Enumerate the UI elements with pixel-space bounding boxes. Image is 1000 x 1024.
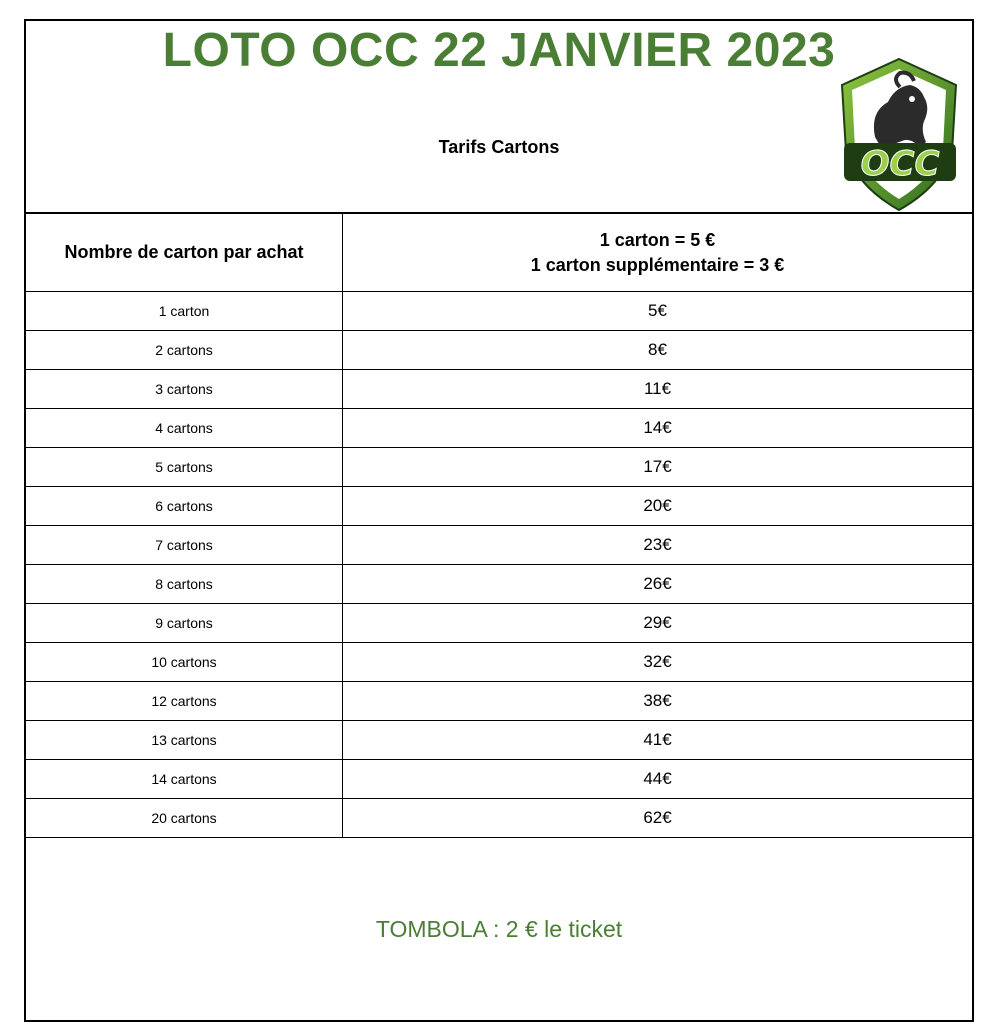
table-row	[26, 526, 972, 565]
quantity-cell: 14 cartons	[26, 760, 343, 799]
table-row	[26, 799, 972, 838]
price-cell: 32€	[343, 643, 973, 682]
table-row	[26, 643, 972, 682]
column-header-quantity: Nombre de carton par achat	[26, 214, 343, 292]
price-table	[26, 214, 972, 838]
quantity-cell: 12 cartons	[26, 682, 343, 721]
page-title: LOTO OCC 22 JANVIER 2023	[162, 24, 836, 77]
quantity-cell: 3 cartons	[26, 370, 343, 409]
quantity-cell: 8 cartons	[26, 565, 343, 604]
quantity-cell: 5 cartons	[26, 448, 343, 487]
table-row	[26, 760, 972, 799]
quantity-cell: 4 cartons	[26, 409, 343, 448]
price-cell: 23€	[343, 526, 973, 565]
table-row	[26, 721, 972, 760]
column-header-price	[343, 214, 973, 292]
svg-text:OCC: OCC	[860, 144, 940, 184]
price-cell: 29€	[343, 604, 973, 643]
quantity-cell: 1 carton	[26, 292, 343, 331]
price-cell: 14€	[343, 409, 973, 448]
price-cell: 11€	[343, 370, 973, 409]
price-cell: 38€	[343, 682, 973, 721]
table-row	[26, 409, 972, 448]
quantity-cell: 13 cartons	[26, 721, 343, 760]
price-cell: 8€	[343, 331, 973, 370]
page-subtitle: Tarifs Cartons	[438, 137, 560, 157]
tombola-note: TOMBOLA : 2 € le ticket	[375, 916, 623, 942]
table-row	[26, 370, 972, 409]
price-cell: 41€	[343, 721, 973, 760]
quantity-cell: 9 cartons	[26, 604, 343, 643]
price-cell: 17€	[343, 448, 973, 487]
price-rule-line1: 1 carton = 5 €	[599, 229, 716, 250]
table-row	[26, 565, 972, 604]
quantity-cell: 2 cartons	[26, 331, 343, 370]
quantity-cell: 20 cartons	[26, 799, 343, 838]
price-cell: 5€	[343, 292, 973, 331]
table-row	[26, 448, 972, 487]
table-row	[26, 682, 972, 721]
price-cell: 62€	[343, 799, 973, 838]
table-row	[26, 331, 972, 370]
table-row	[26, 292, 972, 331]
quantity-cell: 7 cartons	[26, 526, 343, 565]
price-sheet	[24, 19, 974, 1022]
price-cell: 26€	[343, 565, 973, 604]
table-header-row	[26, 214, 972, 292]
price-rule-line2: 1 carton supplémentaire = 3 €	[530, 254, 785, 275]
price-cell: 44€	[343, 760, 973, 799]
price-cell: 20€	[343, 487, 973, 526]
table-row	[26, 604, 972, 643]
quantity-cell: 10 cartons	[26, 643, 343, 682]
table-row	[26, 487, 972, 526]
quantity-cell: 6 cartons	[26, 487, 343, 526]
header	[26, 21, 972, 214]
occ-logo-icon	[840, 57, 958, 212]
